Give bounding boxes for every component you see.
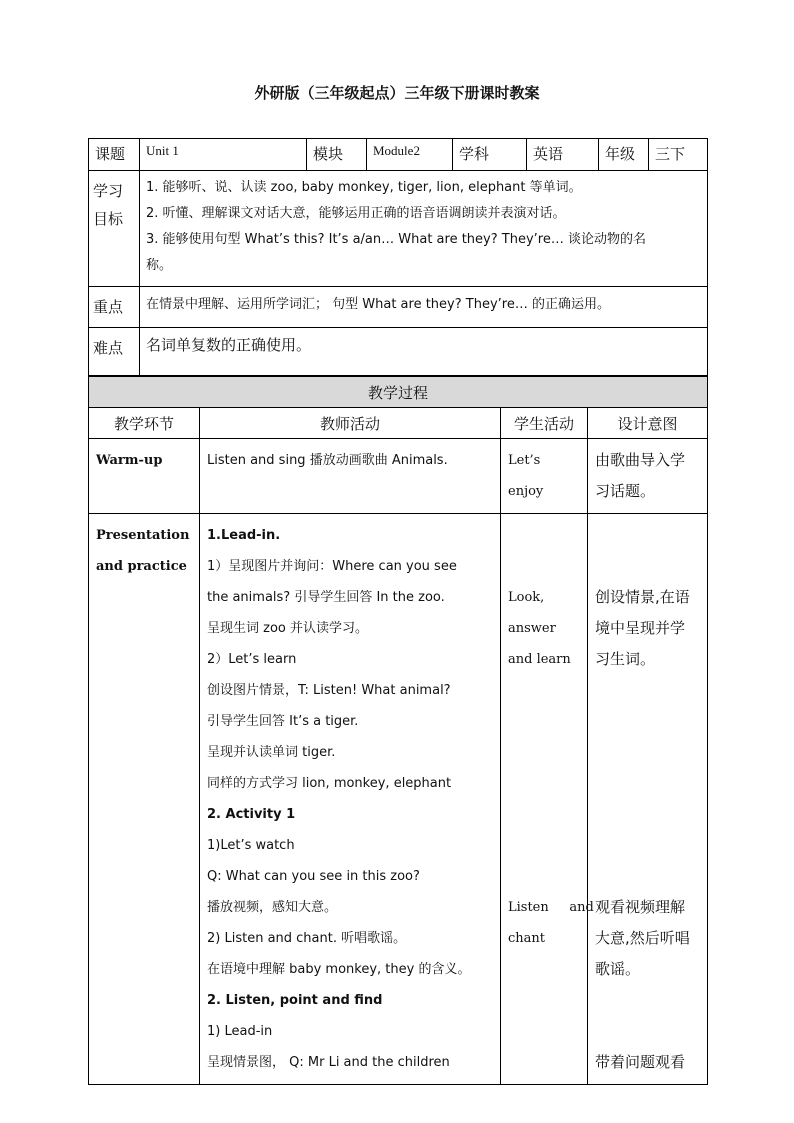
- objectives-text: 1. 能够听、说、认读 zoo, baby monkey, tiger, lion, elephant 等单词。 2. 听懂、理解课文对话大意，能够运用正确的语音语调朗读并表演对话。 3. 能够使用句型 What’s this? It’s a/an… What are they? They’re… 谈论动物的名 称。: [140, 171, 708, 287]
- difficulty-text: 名词单复数的正确使用。: [140, 328, 708, 376]
- presentation-teacher: 1.Lead-in. 1）呈现图片并询问：Where can you see the animals? 引导学生回答 In the zoo. 呈现生词 zoo 并认读学习。 2）Let’s learn 创设图片情景，T: Listen! What animal? 引导学生回答 It’s a tiger. 呈现并认读单词 tiger. 同样的方式学习 lion, monkey, elephant 2. Activity 1 1)Let’s watch Q: What can you see in this zoo? 播放视频，感知大意。 2) Listen and chant. 听唱歌谣。 在语境中理解 baby monkey, they 的含义。 2. Listen, point and find 1) Lead-in 呈现情景图， Q: Mr Li and the children: [200, 514, 501, 1085]
- module-label: 模块: [307, 139, 367, 171]
- topic-value: Unit 1: [140, 139, 307, 171]
- grade-value: 三下: [649, 139, 708, 171]
- warmup-teacher: Listen and sing 播放动画歌曲 Animals.: [200, 439, 501, 514]
- presentation-stage: Presentation and practice: [89, 514, 200, 1085]
- col-student: 学生活动: [501, 408, 588, 439]
- warmup-intent: 由歌曲导入学 习话题。: [588, 439, 708, 514]
- grade-label: 年级: [599, 139, 649, 171]
- subject-label: 学科: [453, 139, 527, 171]
- teaching-process-table: [88, 376, 708, 1085]
- process-band-title: 教学过程: [89, 377, 708, 408]
- objectives-label: 学习 目标: [89, 171, 140, 287]
- subject-value: 英语: [527, 139, 599, 171]
- warmup-student: Let’s enjoy: [501, 439, 588, 514]
- warmup-stage: Warm-up: [89, 439, 200, 514]
- difficulty-label: 难点: [89, 328, 140, 376]
- col-intent: 设计意图: [588, 408, 708, 439]
- col-teacher: 教师活动: [200, 408, 501, 439]
- lesson-info-table: [88, 138, 708, 376]
- topic-label: 课题: [89, 139, 140, 171]
- key-point-label: 重点: [89, 287, 140, 328]
- module-value: Module2: [367, 139, 453, 171]
- presentation-intent: 创设情景,在语 境中呈现并学 习生词。 观看视频理解 大意,然后听唱 歌谣。 带着问题观看: [588, 514, 708, 1085]
- col-stage: 教学环节: [89, 408, 200, 439]
- document-title: 外研版（三年级起点）三年级下册课时教案: [254, 84, 540, 102]
- key-point-text: 在情景中理解、运用所学词汇； 句型 What are they? They’re… 的正确运用。: [140, 287, 708, 328]
- presentation-student: Look, answer and learn Listen and chant: [501, 514, 588, 1085]
